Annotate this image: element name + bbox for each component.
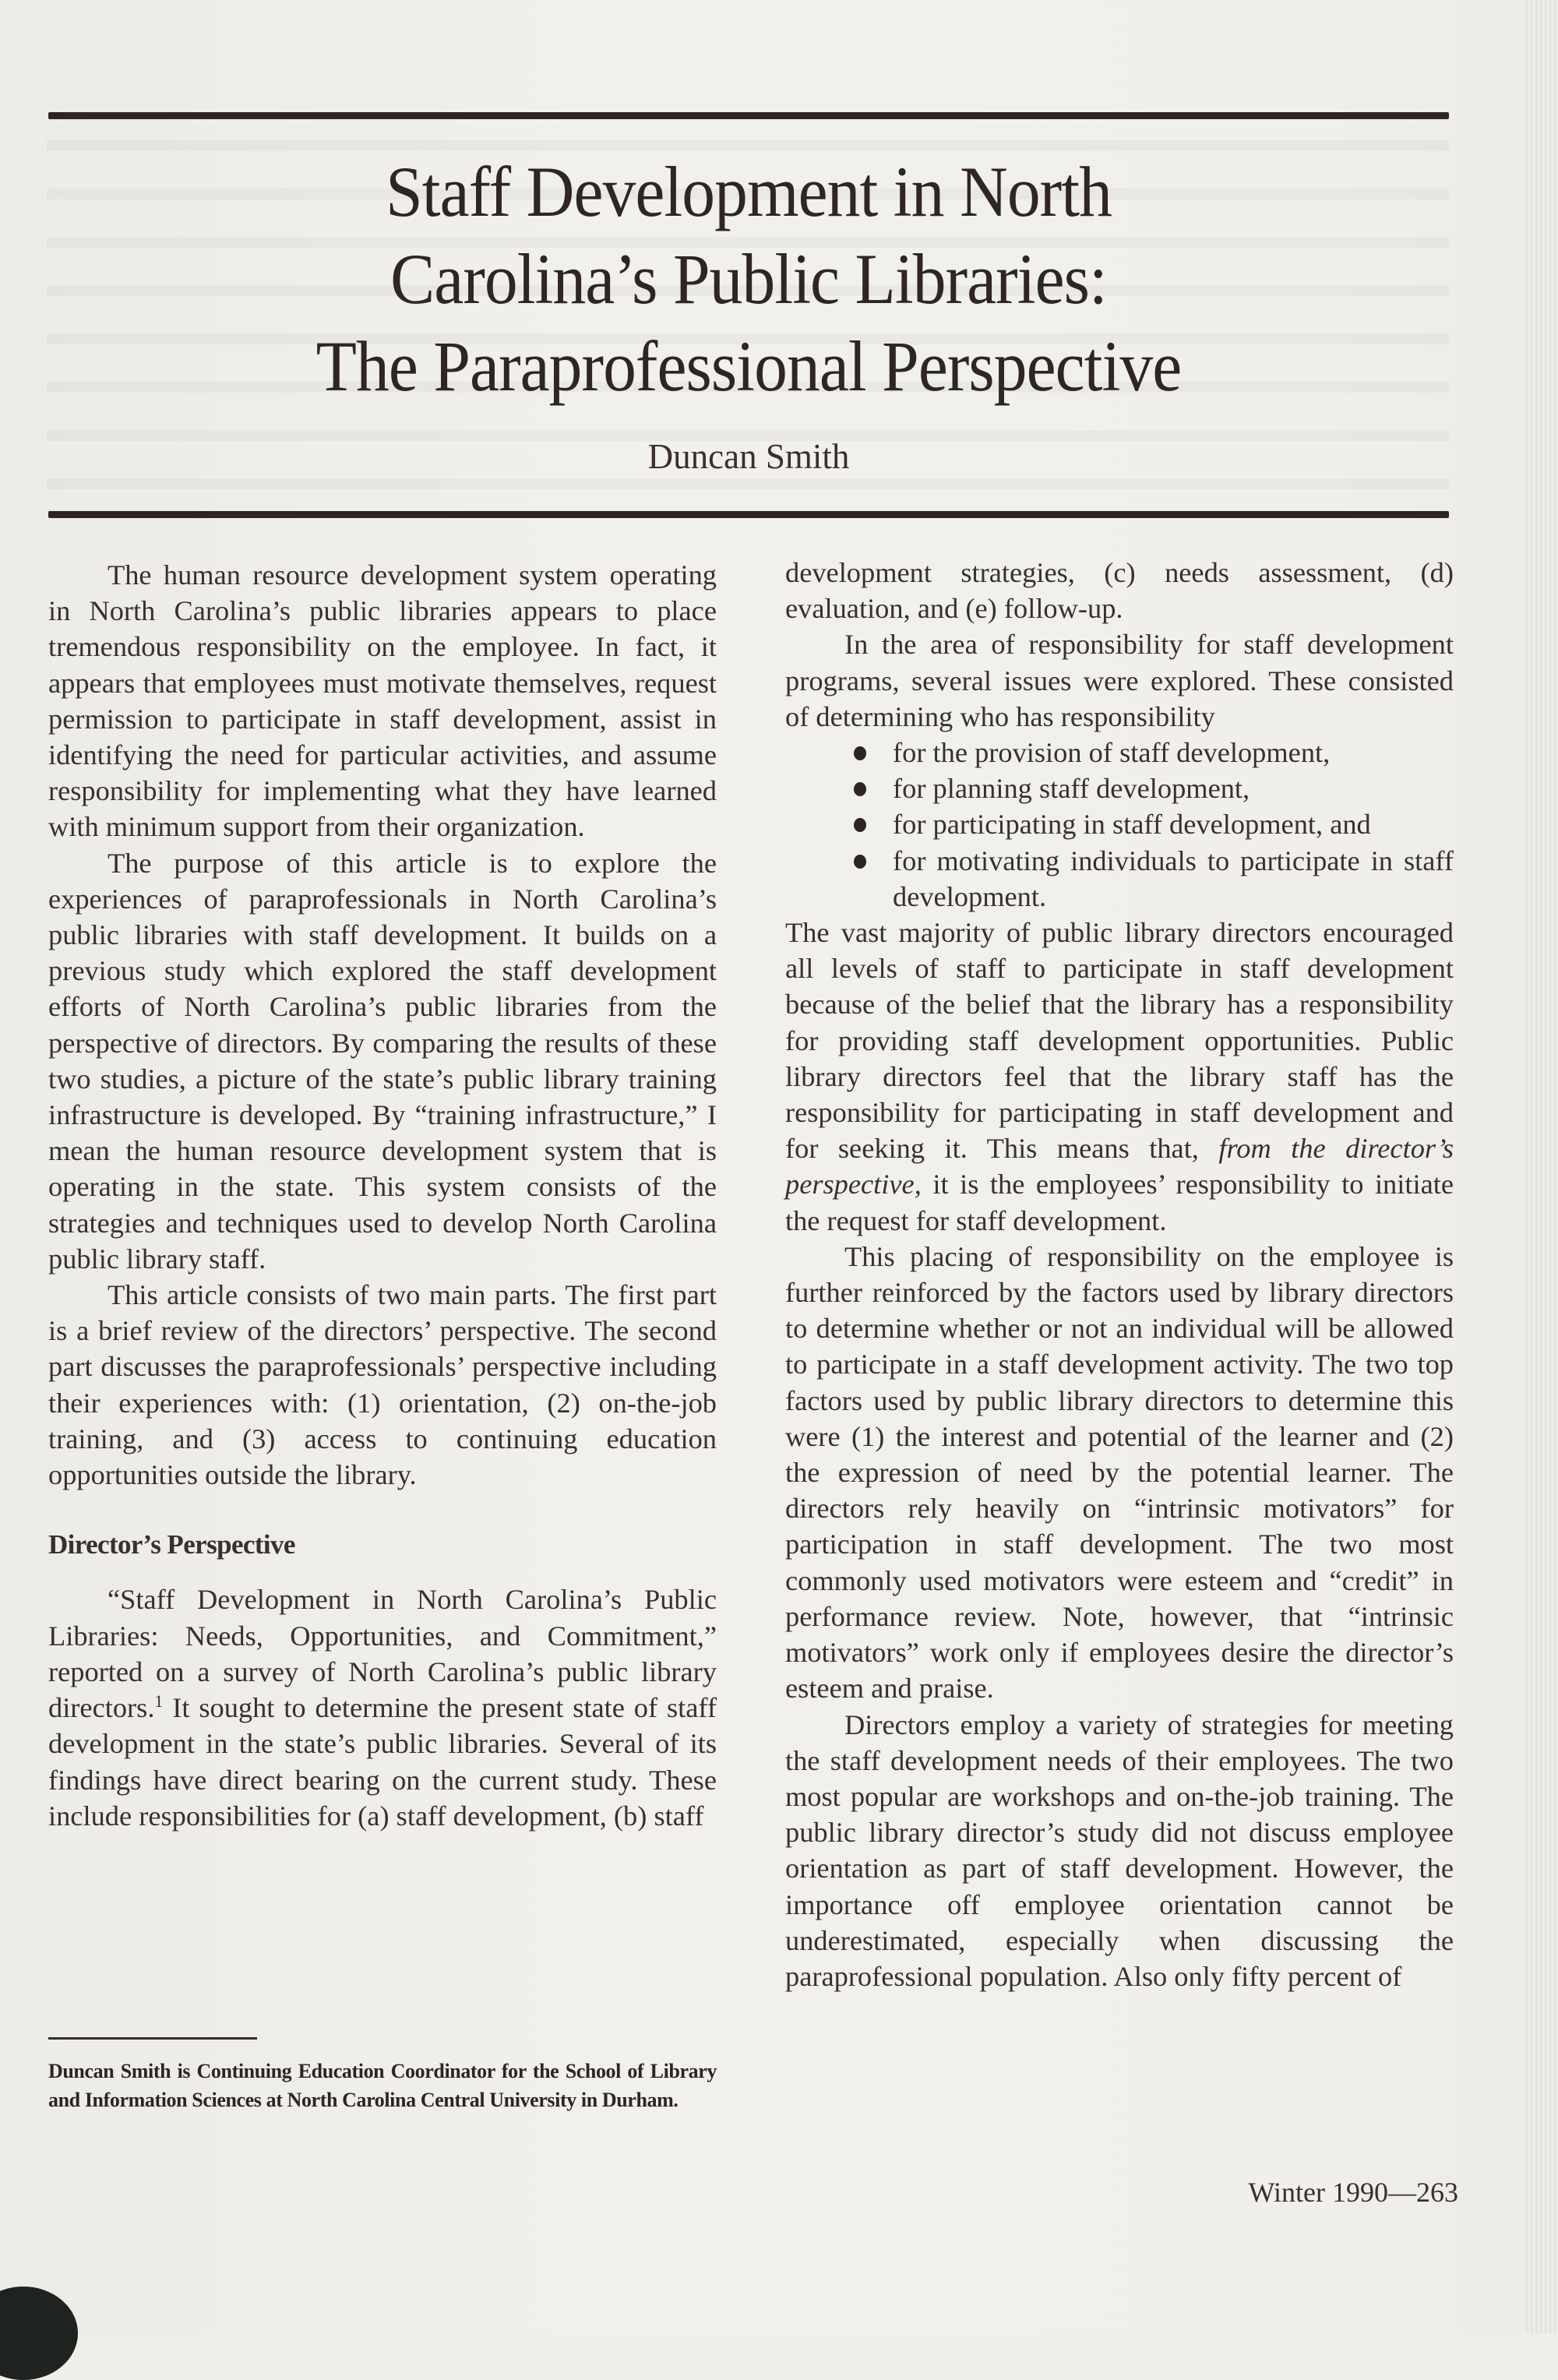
title-line: The Paraprofessional Perspective: [315, 326, 1182, 406]
left-column: [48, 557, 717, 1834]
title-line: Carolina’s Public Libraries:: [390, 239, 1107, 319]
list-item: [785, 735, 1454, 770]
body-paragraph: Directors employ a variety of strategies for meeting the staff development needs of their employees. The two most popular are workshops and on-the-job training. The public library director’s study did not discuss employee orientation as part of staff development. However, the importance off employee orientation cannot be underestimated, especially when discussing the paraprofessional population. Also only fifty percent of: [785, 1708, 1454, 1992]
bullet-icon: [854, 855, 866, 869]
bullet-icon: [854, 782, 866, 796]
body-paragraph: [785, 915, 1454, 1239]
body-paragraph: This placing of responsibility on the employee is further reinforced by the factors used by library directors to determine whether or not an individual will be allowed to participate in a staff development activity. The two top factors used by public library directors to determine this were (1) the interest and potential of the learner and (2) the expression of need by the potential learner. The directors rely heavily on “intrinsic motivators” for participation in staff development. The two most commonly used motivators were esteem and “credit” in performance review. Note, however, that “intrinsic motivators” work only if employees desire the director’s esteem and praise.: [785, 1240, 1454, 1705]
paragraph-text: It sought to determine the present state of staff development in the state’s public libraries. Several of its findings have direct bearing on the current study. These include responsibilities for (a) staff development, (b) staff: [48, 1692, 717, 1832]
list-item-text: for planning staff development,: [893, 773, 1250, 805]
body-paragraph: The purpose of this article is to explore the experiences of paraprofessionals in North Carolina’s public libraries with staff development. It builds on a previous study which explored the staff development efforts of North Carolina’s public libraries from the perspective of directors. By comparing the results of these two studies, a picture of the state’s public library training infrastructure is developed. By “training infrastructure,” I mean the human resource development system that is operating in the state. This system consists of the strategies and techniques used to develop North Carolina public library staff.: [48, 847, 717, 1275]
title-line: Staff Development in North: [386, 152, 1112, 231]
section-heading: Director’s Perspective: [48, 1529, 295, 1560]
body-paragraph: In the area of responsibility for staff development programs, several issues were explored. These consisted of determining who has responsibility: [785, 629, 1454, 732]
list-item-text: for the provision of staff development,: [893, 737, 1331, 769]
title-bottom-rule: [48, 511, 1449, 518]
list-item: [785, 770, 1454, 806]
bullet-icon: [854, 818, 866, 832]
body-paragraph: development strategies, (c) needs assessment, (d) evaluation, and (e) follow-up.: [785, 557, 1454, 625]
page-folio: Winter 1990—263: [1248, 2177, 1458, 2208]
paragraph-text: it is the employees’ responsibility to initiate the request for staff development.: [785, 1169, 1454, 1236]
title-top-rule: [48, 112, 1449, 119]
author-byline: Duncan Smith: [647, 437, 850, 476]
body-paragraph: This article consists of two main parts. The first part is a brief review of the directors’ perspective. The second part discusses the paraprofessionals’ perspective including their experiences with: (1) orientation, (2) on-the-job training, and (3) access to continuing education opportunities outside the library.: [48, 1279, 717, 1491]
page-edge-stack: [1524, 0, 1558, 2333]
list-item-text: for participating in staff development, and: [893, 809, 1371, 841]
list-item: [785, 806, 1454, 842]
article-title: [97, 148, 1400, 410]
footnote-marker: 1: [154, 1691, 164, 1711]
paragraph-text: “Staff Development in North Carolina’s Public Libraries: Needs, Opportunities, and Commitment,” reported on a survey of North Carolina’s public library directors.: [48, 1584, 717, 1724]
body-paragraph: [48, 1581, 717, 1833]
emphasis-text: from the director’s perspective,: [785, 1133, 1454, 1201]
body-paragraph: The human resource development system operating in North Carolina’s public libraries appears to place tremendous responsibility on the employee. In fact, it appears that employees must motivate themselves, request permission to participate in staff development, assist in identifying the need for particular activities, and assume responsibility for implementing what they have learned with minimum support from their organization.: [48, 559, 717, 843]
responsibility-list: [785, 735, 1454, 915]
bullet-icon: [854, 746, 866, 760]
list-item: [785, 843, 1454, 915]
page-corner-shadow: [0, 2287, 78, 2380]
paragraph-text: The vast majority of public library directors encouraged all levels of staff to participate in staff development because of the belief that the library has a responsibility for providing staff development opportunities. Public library directors feel that the library staff has the responsibility for participating in staff development and for seeking it. This means that,: [785, 917, 1454, 1165]
list-item-text: for motivating individuals to participate in staff development.: [893, 844, 1454, 912]
footnote-rule: [48, 2037, 257, 2040]
right-column: [785, 555, 1454, 1994]
author-bio: Duncan Smith is Continuing Education Coordinator for the School of Library and Information Sciences at North Carolina Central University in Durham.: [48, 2060, 717, 2111]
